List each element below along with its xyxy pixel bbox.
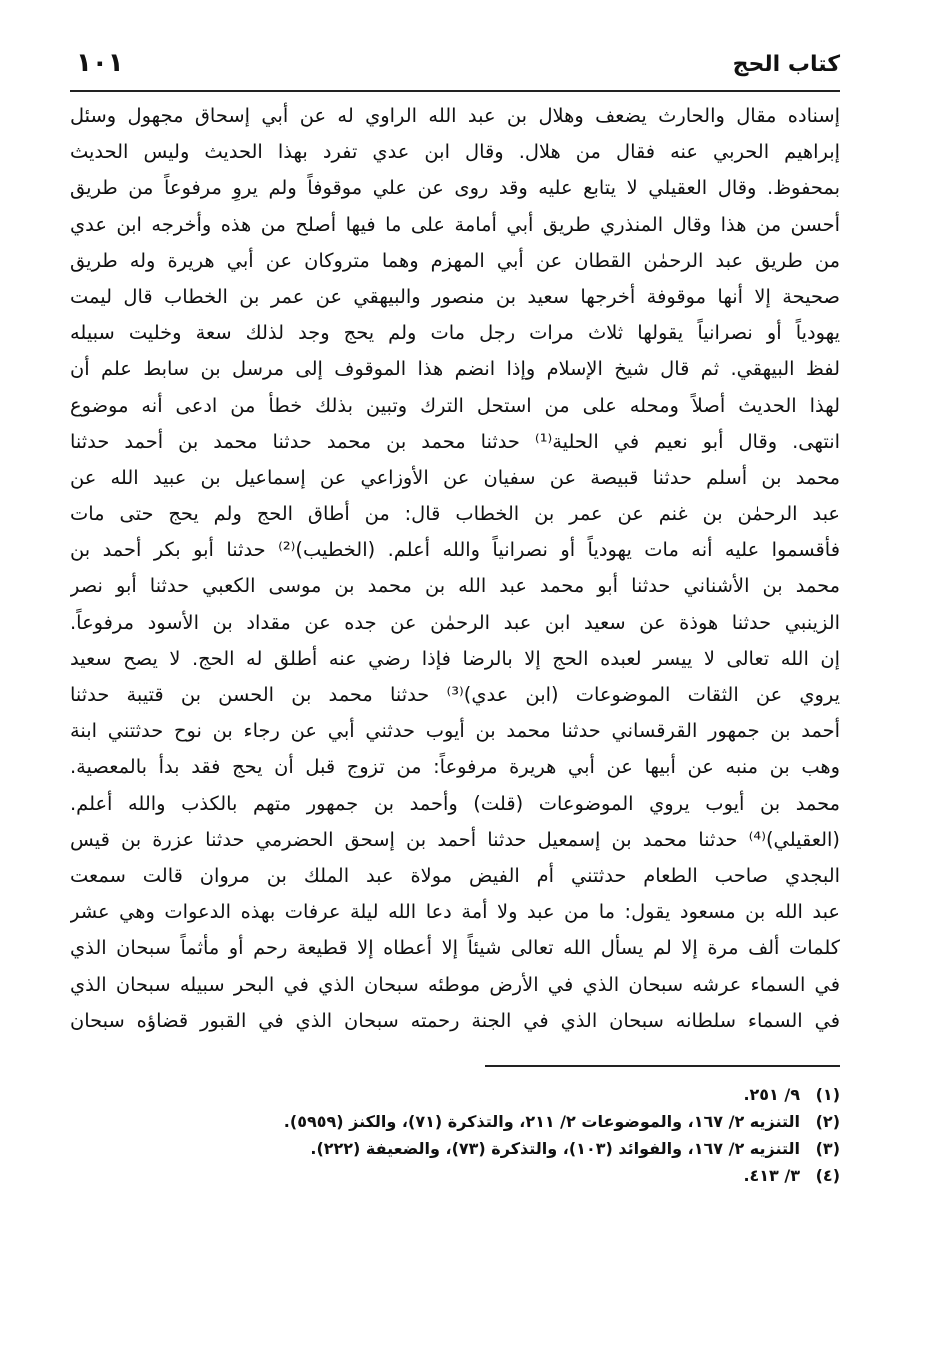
chapter-title: كتاب الحج [732, 52, 840, 77]
footnote-text: التنزيه ٢/ ١٦٧، والفوائد (١٠٣)، والتذكرة (٧٣)، والضعيفة (٢٢٢). [310, 1138, 800, 1158]
text-line: إسناده مقال والحارث يضعف وهلال بن عبد الله الراوي له عن أبي إسحاق مجهول وسئل [70, 104, 840, 127]
text-line: يهودياً أو نصرانياً يقولها ثلاث مرات رجل مات ولم يحج وجد لذلك سعة وخليت سبيله [70, 321, 840, 345]
text-line: يروي عن الثقات الموضوعات (ابن عدي)⁽³⁾ حدثنا محمد بن الحسن بن قتيبة حدثنا [70, 683, 840, 706]
text-line: أحسن من هذا وقال المنذري طريق أبي أمامة على ما فيها أصلح من هذه وأخرجه ابن عدي [70, 212, 840, 236]
text-line: إن الله تعالى لا ييسر لعبده الحج إلا بالرضا فإذا رضي عنه أطلق له الحج. لا يصح سعيد [70, 646, 840, 670]
text-line: عبد الرحمٰن بن غنم عن عمر بن الخطاب قال: من أطاق الحج ولم يحج حتى مات [70, 502, 840, 526]
text-line: لفظ البيهقي. ثم قال شيخ الإسلام وإذا انضم هذا الموقوف إلى مرسل بن سابط علم أن [70, 357, 840, 381]
page-number: ١٠١ [76, 48, 124, 78]
footnote [70, 1081, 840, 1108]
text-line: محمد بن أيوب يروي الموضوعات (قلت) وأحمد بن جمهور متهم بالكذب والله أعلم. [70, 791, 840, 815]
footnote-text: التنزيه ٢/ ١٦٧، والموضوعات ٢/ ٢١١، والتذكرة (٧١)، والكنز (٥٩٥٩). [283, 1111, 800, 1131]
text-line: كلمات ألف مرة إلا لم يسأل الله تعالى شيئاً إلا أعطاه إلا قطيعة رحم أو مأثماً سبحان الذي [70, 936, 840, 960]
text-line: بمحفوظ. وقال العقيلي لا يتابع عليه وقد روى عن علي موقوفاً ولم يروِ مرفوعاً من طريق [70, 176, 840, 200]
text-line: فأقسموا عليه أنه مات يهودياً أو نصرانياً والله أعلم. (الخطيب)⁽²⁾ حدثنا أبو بكر أحمد بن [70, 538, 840, 562]
footnote-number: (٣) [815, 1138, 840, 1158]
footnotes [70, 1081, 840, 1189]
text-line: أحمد بن جمهور القرقساني حدثنا محمد بن أيوب حدثني أبي عن رجاء بن نوح حدثتني ابنة [70, 719, 840, 743]
text-line: صحيحة إلا أنها موقوفة أخرجها سعيد بن منصور والبيهقي عن عمر بن الخطاب قال ليمت [70, 284, 840, 308]
footnote [70, 1162, 840, 1189]
text-line: (العقيلي)⁽⁴⁾ حدثنا محمد بن إسمعيل حدثنا أحمد بن إسحق الحضرمي حدثنا عزرة بن قيس [70, 827, 840, 851]
footnote-separator [485, 1065, 840, 1067]
main-text [70, 98, 840, 1039]
footnote-number: (١) [815, 1084, 840, 1104]
text-line: في السماء سلطانه سبحان الذي في الجنة رحمته سبحان الذي في القبور قضاؤه سبحان [70, 1008, 840, 1032]
footnote-text: ٩/ ٢٥١. [743, 1084, 800, 1104]
page [70, 48, 840, 1189]
footnote [70, 1135, 840, 1162]
text-line: محمد بن أسلم حدثنا قبيصة عن سفيان عن الأوزاعي عن إسماعيل بن عبيد الله عن [70, 465, 840, 489]
text-line: لهذا الحديث أصلاً ومحله على من استحل الترك وتبين بذلك خطأ من ادعى أنه موضوع [70, 393, 840, 417]
text-line: انتهى. وقال أبو نعيم في الحلية⁽¹⁾ حدثنا محمد بن محمد حدثنا محمد بن أحمد حدثنا [70, 429, 840, 453]
page-header [70, 48, 840, 92]
text-line: في السماء عرشه سبحان الذي في الأرض موطئه سبحان الذي في البحر سبيله سبحان الذي [70, 972, 840, 996]
text-line: إبراهيم الحربي عنه فقال من هلال. وقال ابن عدي تفرد بهذا الحديث وليس الحديث [70, 140, 840, 164]
footnote [70, 1108, 840, 1135]
footnote-number: (٤) [815, 1165, 840, 1185]
text-line: محمد بن الأشناني حدثنا أبو محمد عبد الله بن محمد بن موسى الكعبي حدثنا أبو نصر [70, 574, 840, 598]
text-line: من طريق عبد الرحمٰن القطان عن أبي المهزم وهما متروكان عن أبي هريرة وله طريق [70, 248, 840, 272]
footnote-text: ٣/ ٤١٣. [743, 1165, 800, 1185]
text-line: الزينبي حدثنا هوذة عن سعيد ابن عبد الرحمٰن عن جده عن مقداد بن الأسود مرفوعاً. [70, 610, 840, 634]
text-line: وهب بن منبه عن أبيها عن أبي هريرة مرفوعاً: من تزوج قبل أن يحج فقد بدأ بالمعصية. [70, 755, 840, 779]
text-line: البجدي صاحب الطعام حدثتني أم الفيض مولاة عبد الملك بن مروان قالت سمعت [70, 863, 840, 887]
text-line: عبد الله بن مسعود يقول: ما من عبد ولا أمة دعا الله ليلة عرفات بهذه الدعوات وهي عشر [70, 900, 840, 924]
footnote-number: (٢) [815, 1111, 840, 1131]
